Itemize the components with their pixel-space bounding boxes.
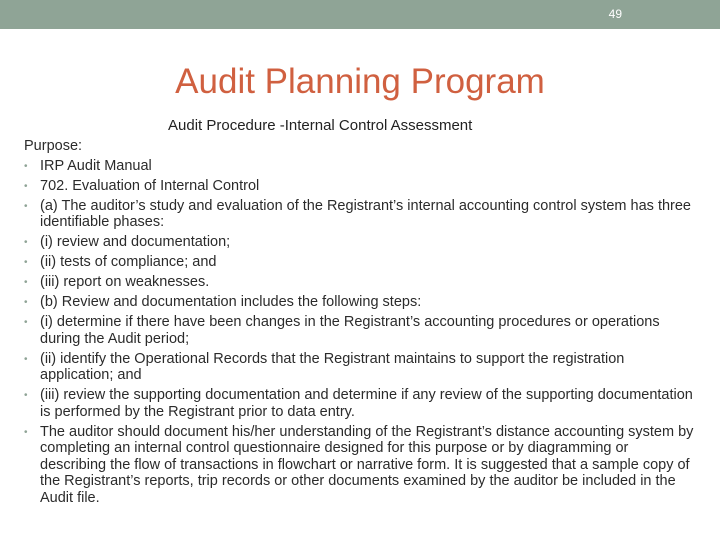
bullet-item — [24, 314, 694, 347]
bullet-icon: • — [24, 257, 28, 268]
bullet-text: (ii) identify the Operational Records that the Registrant maintains to support the registration application; and — [40, 350, 625, 383]
page-number: 49 — [608, 7, 622, 21]
bullet-text: (b) Review and documentation includes the following steps: — [40, 294, 422, 310]
bullet-item — [24, 294, 694, 311]
bullet-icon: • — [24, 160, 28, 172]
bullet-text: (ii) tests of compliance; and — [40, 254, 217, 270]
bullet-item — [24, 234, 694, 251]
bullet-icon: • — [24, 390, 28, 401]
bullet-item — [24, 351, 694, 384]
bullet-text: The auditor should document his/her understanding of the Registrant’s distance accounting system by completing an internal control questionnaire designed for this purpose or by diagramming or describing the flow of transactions in flowchart or narrative form. It is suggested that a sample copy of the Registrant’s reports, trip records or other documents examined by the auditor be included in the Audit file. — [40, 423, 694, 506]
bullet-item — [24, 254, 694, 271]
bullet-icon: • — [24, 180, 28, 192]
bullet-icon: • — [24, 200, 28, 212]
bullet-text: (i) review and documentation; — [40, 234, 231, 250]
bullet-text: (iii) report on weaknesses. — [40, 274, 210, 290]
purpose-label: Purpose: — [24, 138, 83, 154]
slide-subtitle: Audit Procedure -Internal Control Assessment — [168, 117, 473, 134]
bullet-list — [24, 158, 694, 507]
slide-title: Audit Planning Program — [175, 62, 545, 101]
bullet-item — [24, 274, 694, 291]
slide-content — [24, 138, 694, 510]
bullet-text: (iii) review the supporting documentation and determine if any review of the supporting documentation is performed by the Registrant prior to data entry. — [40, 387, 693, 420]
bullet-text: IRP Audit Manual — [40, 157, 152, 174]
bullet-item — [24, 178, 694, 195]
bullet-icon: • — [24, 277, 28, 288]
top-bar — [0, 0, 720, 29]
bullet-icon: • — [24, 317, 28, 328]
bullet-icon: • — [24, 237, 28, 248]
bullet-icon: • — [24, 353, 28, 365]
bullet-text: (a) The auditor’s study and evaluation of the Registrant’s internal accounting control system has three identifiable phases: — [40, 197, 691, 230]
bullet-item — [24, 387, 694, 420]
bullet-text: (i) determine if there have been changes in the Registrant’s accounting procedures or operations during the Audit period; — [40, 314, 660, 347]
bullet-icon: • — [24, 297, 28, 308]
bullet-item — [24, 158, 694, 175]
bullet-icon: • — [24, 426, 28, 438]
bullet-item — [24, 424, 694, 507]
bullet-item — [24, 198, 694, 231]
bullet-text: 702. Evaluation of Internal Control — [40, 177, 260, 194]
